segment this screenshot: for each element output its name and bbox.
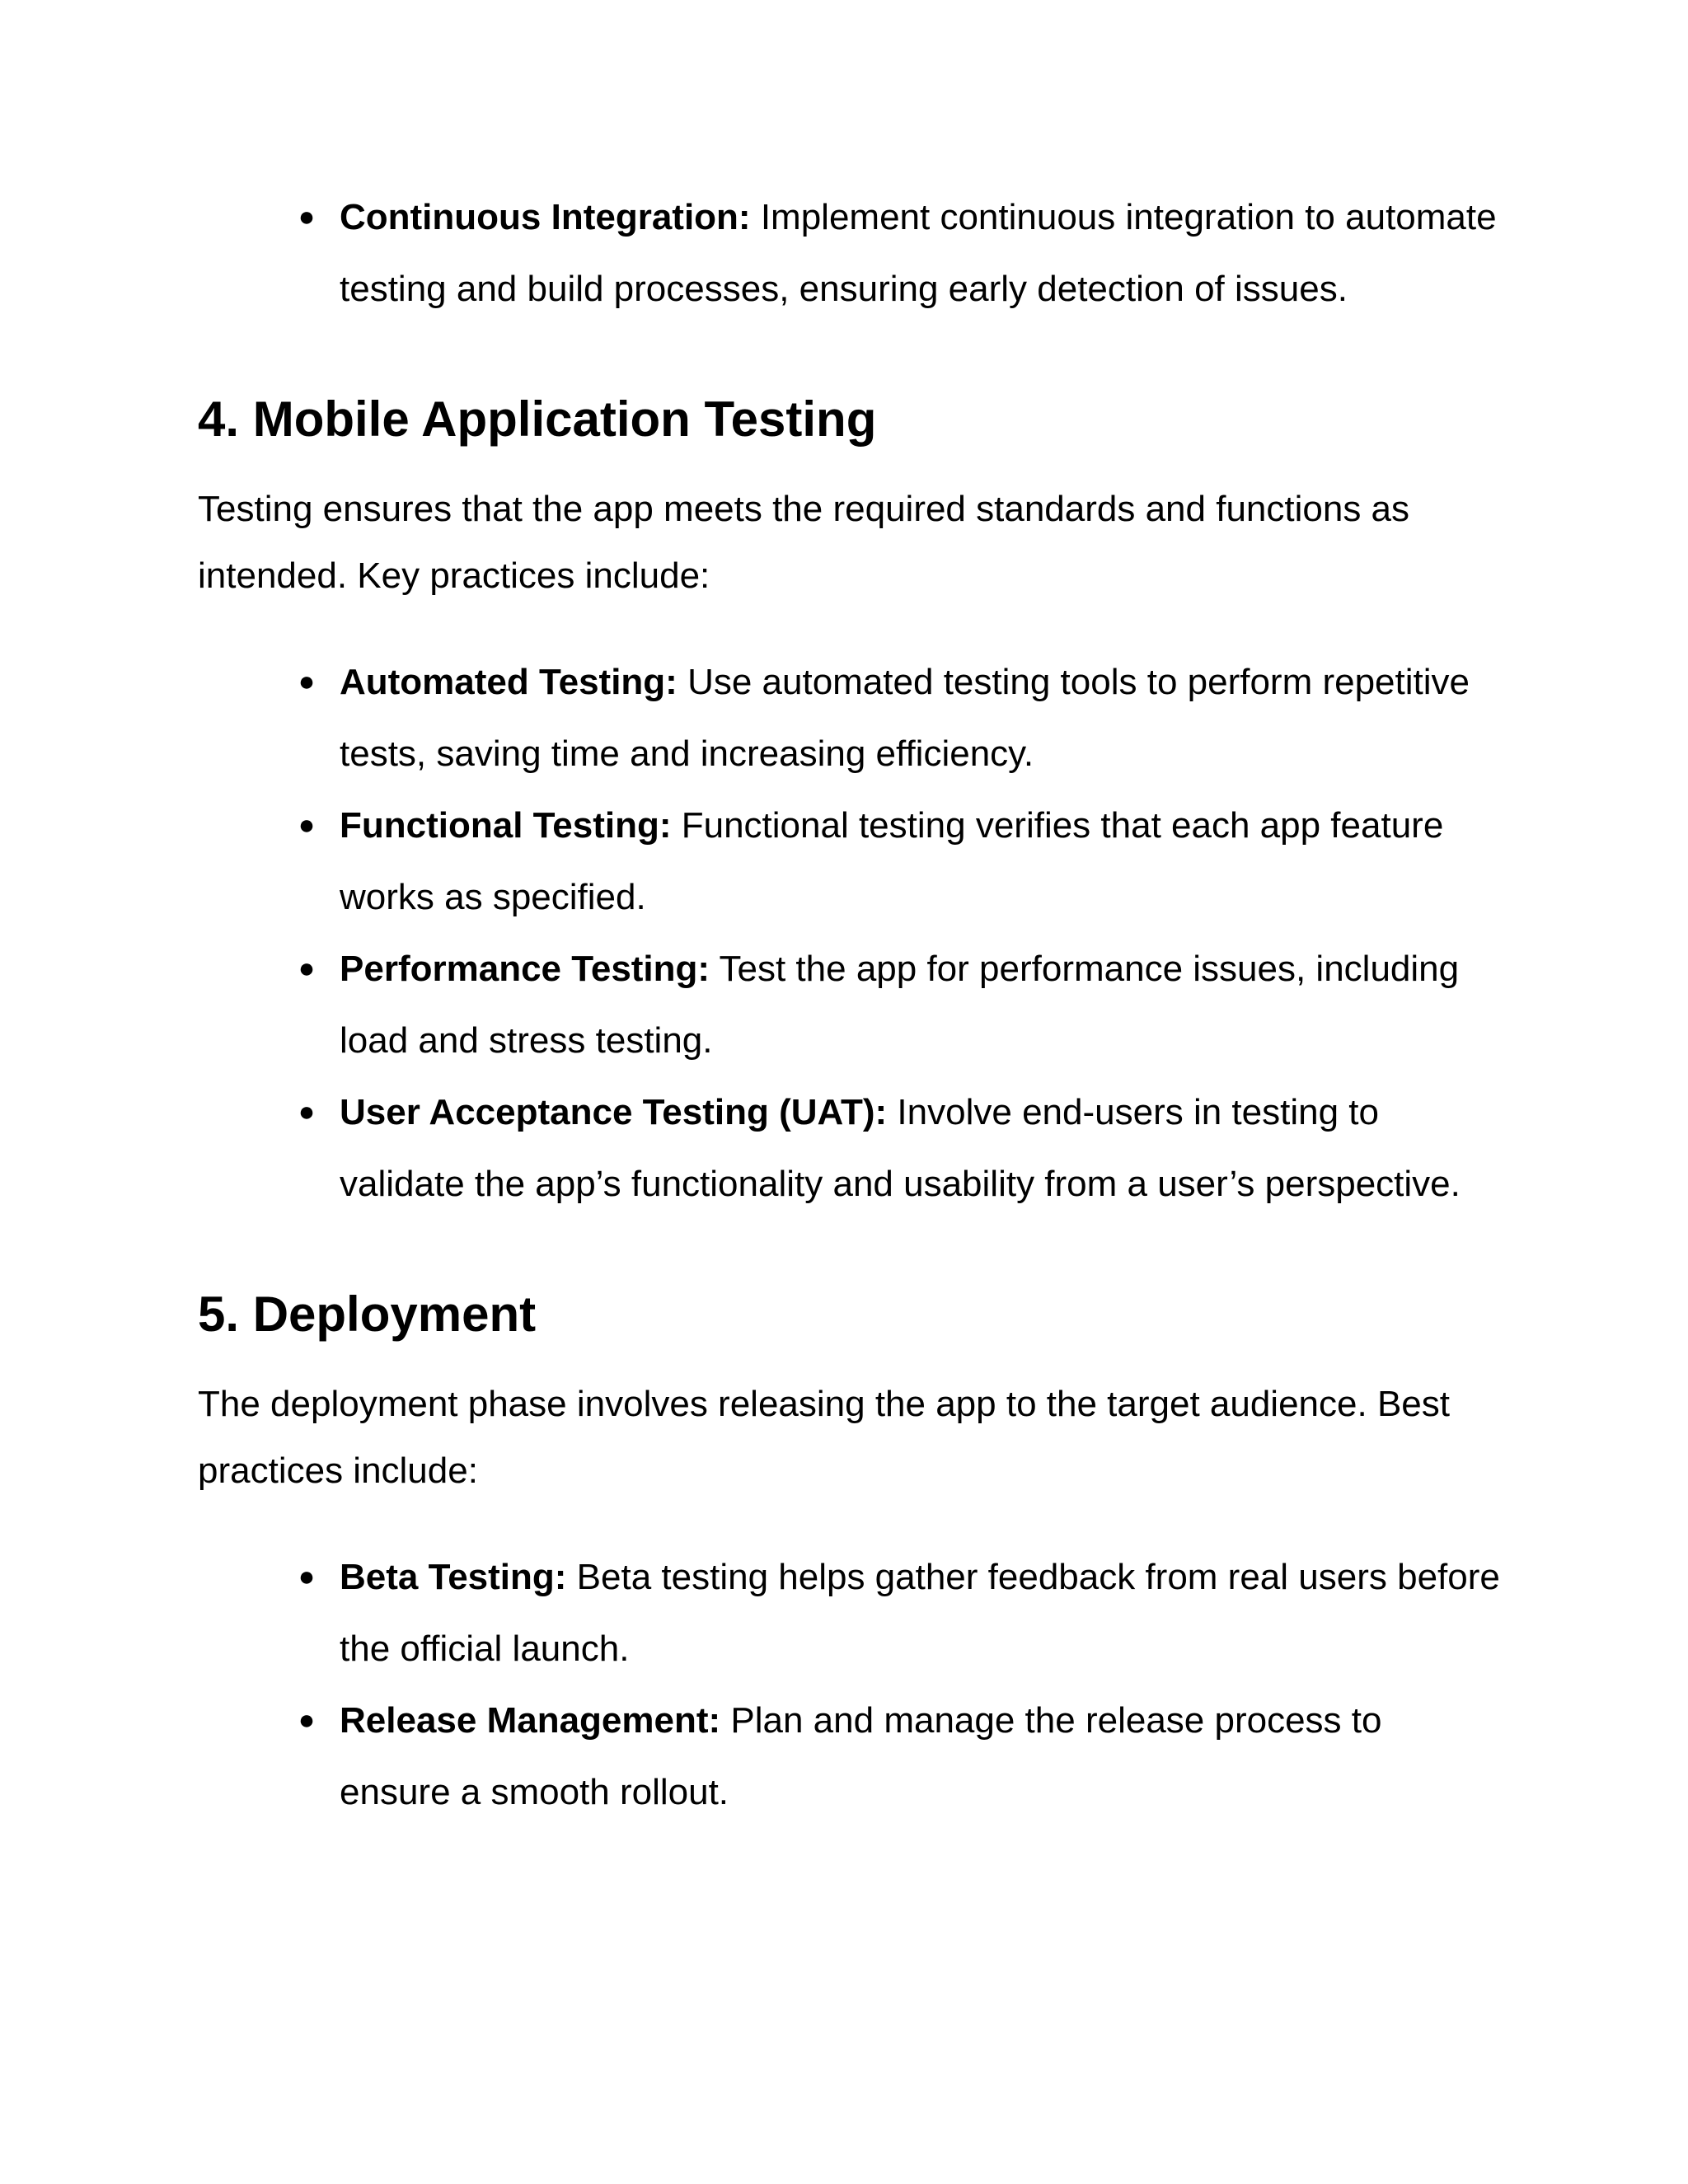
list-item-text: Involve end-users in testing to validate the app’s functionality and usability from a user’s perspective. [340,1092,1461,1204]
list-item-term: Beta Testing: [340,1557,567,1597]
deployment-bullet-list [198,1541,1500,1828]
bullet-icon: ● [298,953,316,984]
list-item-text: Plan and manage the release process to ensure a smooth rollout. [340,1700,1382,1812]
section-intro-testing: Testing ensures that the app meets the required standards and functions as intended. Key practices include: [198,489,1410,596]
bullet-icon: ● [298,666,316,697]
list-item-text: Test the app for performance issues, including load and stress testing. [340,949,1460,1061]
list-item [298,646,1500,790]
list-item-term: Release Management: [340,1700,721,1741]
list-item [298,790,1500,933]
bullet-icon: ● [298,1096,316,1127]
bullet-icon: ● [298,1704,316,1736]
list-item-text: Functional testing verifies that each app feature works as specified. [340,805,1444,917]
bullet-icon: ● [298,201,316,232]
list-item [298,1076,1500,1220]
section-intro-deployment: The deployment phase involves releasing the app to the target audience. Best practices include: [198,1384,1450,1491]
list-item [298,1685,1500,1828]
document-page [198,181,1500,1828]
list-item-term: Performance Testing: [340,949,710,989]
list-item [298,1541,1500,1685]
bullet-icon: ● [298,1561,316,1592]
list-item [298,933,1500,1076]
list-item-text: Implement continuous integration to automate testing and build processes, ensuring early detection of issues. [340,197,1497,309]
testing-bullet-list [198,646,1500,1220]
section-heading-deployment: 5. Deployment [198,1286,537,1342]
list-item-term: Continuous Integration: [340,197,751,237]
top-bullet-list [198,181,1500,325]
list-item-term: Automated Testing: [340,662,678,702]
list-item-text: Use automated testing tools to perform repetitive tests, saving time and increasing efficiency. [340,662,1470,774]
section-heading-testing: 4. Mobile Application Testing [198,391,877,447]
bullet-icon: ● [298,809,316,841]
list-item-term: User Acceptance Testing (UAT): [340,1092,888,1132]
list-item-text: Beta testing helps gather feedback from real users before the official launch. [340,1557,1500,1669]
list-item-term: Functional Testing: [340,805,672,846]
list-item [298,181,1500,325]
